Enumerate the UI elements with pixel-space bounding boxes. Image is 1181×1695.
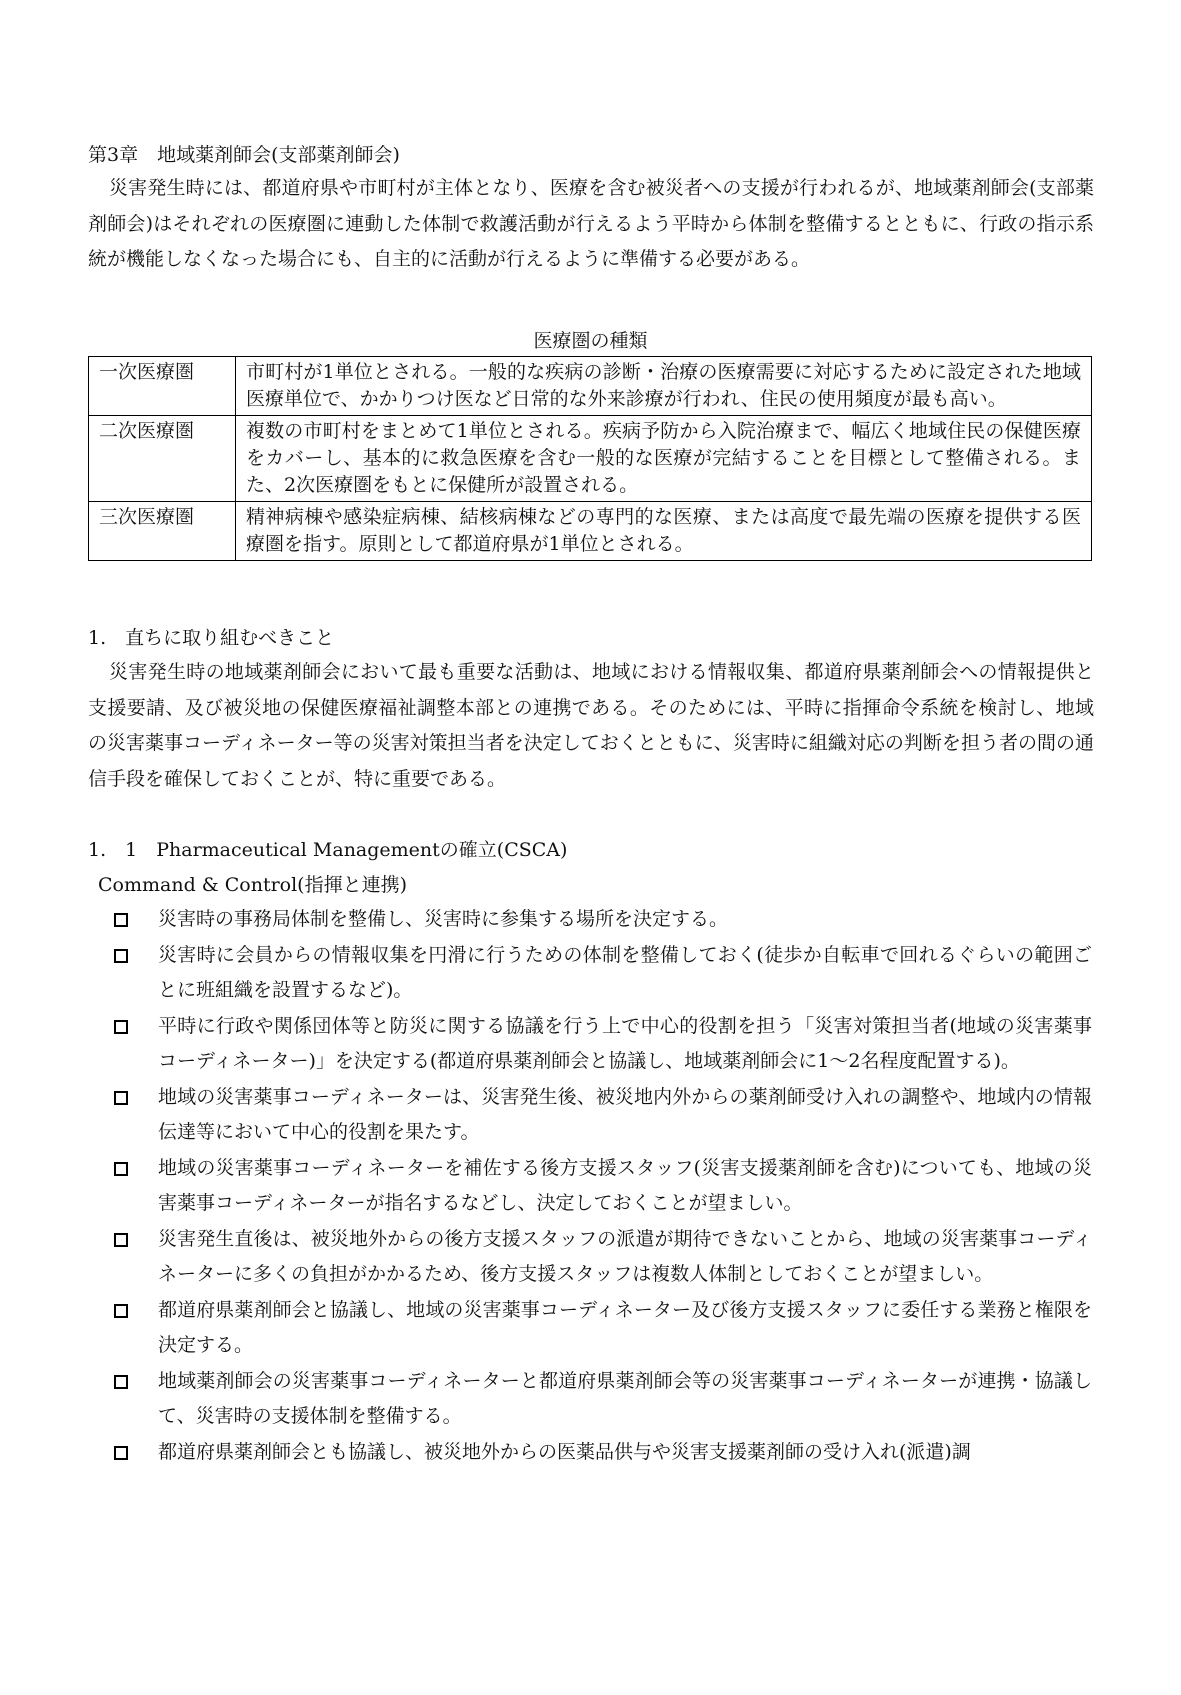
list-item-text: 地域の災害薬事コーディネーターを補佐する後方支援スタッフ(災害支援薬剤師を含む)についても、地域の災害薬事コーディネーターが指名するなどし、決定しておくことが望ましい。 <box>158 1156 1092 1214</box>
area-description: 複数の市町村をまとめて1単位とされる。疾病予防から入院治療まで、幅広く地域住民の保健医療をカバーし、基本的に救急医療を含む一般的な医療が完結することを目標として整備される。また、2次医療圏をもとに保健所が設置される。 <box>236 416 1092 502</box>
checkbox-icon <box>114 949 128 963</box>
list-item <box>112 1009 1092 1080</box>
checklist <box>112 902 1092 1470</box>
list-item <box>112 1222 1092 1293</box>
list-item-text: 災害時に会員からの情報収集を円滑に行うための体制を整備しておく(徒歩か自転車で回れるぐらいの範囲ごとに班組織を設置するなど)。 <box>158 943 1092 1001</box>
section-1-heading: 1. 直ちに取り組むべきこと <box>88 627 335 649</box>
list-item <box>112 1435 1092 1471</box>
list-item-text: 地域の災害薬事コーディネーターは、災害発生後、被災地内外からの薬剤師受け入れの調整や、地域内の情報伝達等において中心的役割を果たす。 <box>158 1085 1092 1143</box>
medical-area-table <box>88 356 1092 561</box>
checkbox-icon <box>114 1375 128 1389</box>
area-name: 一次医療圏 <box>89 357 236 416</box>
area-description: 市町村が1単位とされる。一般的な疾病の診断・治療の医療需要に対応するために設定された地域医療単位で、かかりつけ医など日常的な外来診療が行われ、住民の使用頻度が最も高い。 <box>236 357 1092 416</box>
section-1-1-heading: 1. 1 Pharmaceutical Managementの確立(CSCA) <box>88 839 568 861</box>
list-item-text: 地域薬剤師会の災害薬事コーディネーターと都道府県薬剤師会等の災害薬事コーディネーターが連携・協議して、災害時の支援体制を整備する。 <box>158 1369 1092 1427</box>
list-item <box>112 1080 1092 1151</box>
checkbox-icon <box>114 1091 128 1105</box>
list-item <box>112 1293 1092 1364</box>
list-item-text: 災害時の事務局体制を整備し、災害時に参集する場所を決定する。 <box>158 908 729 930</box>
list-item-text: 平時に行政や関係団体等と防災に関する協議を行う上で中心的役割を担う「災害対策担当者(地域の災害薬事コーディネーター)」を決定する(都道府県薬剤師会と協議し、地域薬剤師会に1～2名程度配置する)。 <box>158 1014 1092 1072</box>
section-1-paragraph: 災害発生時の地域薬剤師会において最も重要な活動は、地域における情報収集、都道府県薬剤師会への情報提供と支援要請、及び被災地の保健医療福祉調整本部との連携である。そのためには、平時に指揮命令系統を検討し、地域の災害薬事コーディネーター等の災害対策担当者を決定しておくとともに、災害時に組織対応の判断を担う者の間の通信手段を確保しておくことが、特に重要である。 <box>88 661 1094 790</box>
checkbox-icon <box>114 1233 128 1247</box>
area-name: 二次医療圏 <box>89 416 236 502</box>
table-row <box>89 357 1092 416</box>
area-name: 三次医療圏 <box>89 502 236 561</box>
checkbox-icon <box>114 1020 128 1034</box>
intro-paragraph: 災害発生時には、都道府県や市町村が主体となり、医療を含む被災者への支援が行われるが、地域薬剤師会(支部薬剤師会)はそれぞれの医療圏に連動した体制で救護活動が行えるよう平時から体制を整備するとともに、行政の指示系統が機能しなくなった場合にも、自主的に活動が行えるように準備する必要がある。 <box>88 177 1094 270</box>
chapter-title: 第3章 地域薬剤師会(支部薬剤師会) <box>88 144 400 166</box>
list-item <box>112 902 1092 938</box>
list-item-text: 都道府県薬剤師会とも協議し、被災地外からの医薬品供与や災害支援薬剤師の受け入れ(派遣)調 <box>158 1440 971 1463</box>
list-item-text: 災害発生直後は、被災地外からの後方支援スタッフの派遣が期待できないことから、地域の災害薬事コーディネーターに多くの負担がかかるため、後方支援スタッフは複数人体制としておくことが望ましい。 <box>158 1227 1092 1285</box>
area-description: 精神病棟や感染症病棟、結核病棟などの専門的な医療、または高度で最先端の医療を提供する医療圏を指す。原則として都道府県が1単位とされる。 <box>236 502 1092 561</box>
table-caption: 医療圏の種類 <box>533 330 648 352</box>
table-row <box>89 502 1092 561</box>
list-item <box>112 1151 1092 1222</box>
checkbox-icon <box>114 1162 128 1176</box>
list-item <box>112 1364 1092 1435</box>
checkbox-icon <box>114 1304 128 1318</box>
command-control-subheading: Command & Control(指揮と連携) <box>98 874 408 896</box>
table-row <box>89 416 1092 502</box>
checkbox-icon <box>114 1446 128 1460</box>
checkbox-icon <box>114 913 128 927</box>
list-item <box>112 938 1092 1009</box>
list-item-text: 都道府県薬剤師会と協議し、地域の災害薬事コーディネーター及び後方支援スタッフに委任する業務と権限を決定する。 <box>158 1298 1092 1356</box>
